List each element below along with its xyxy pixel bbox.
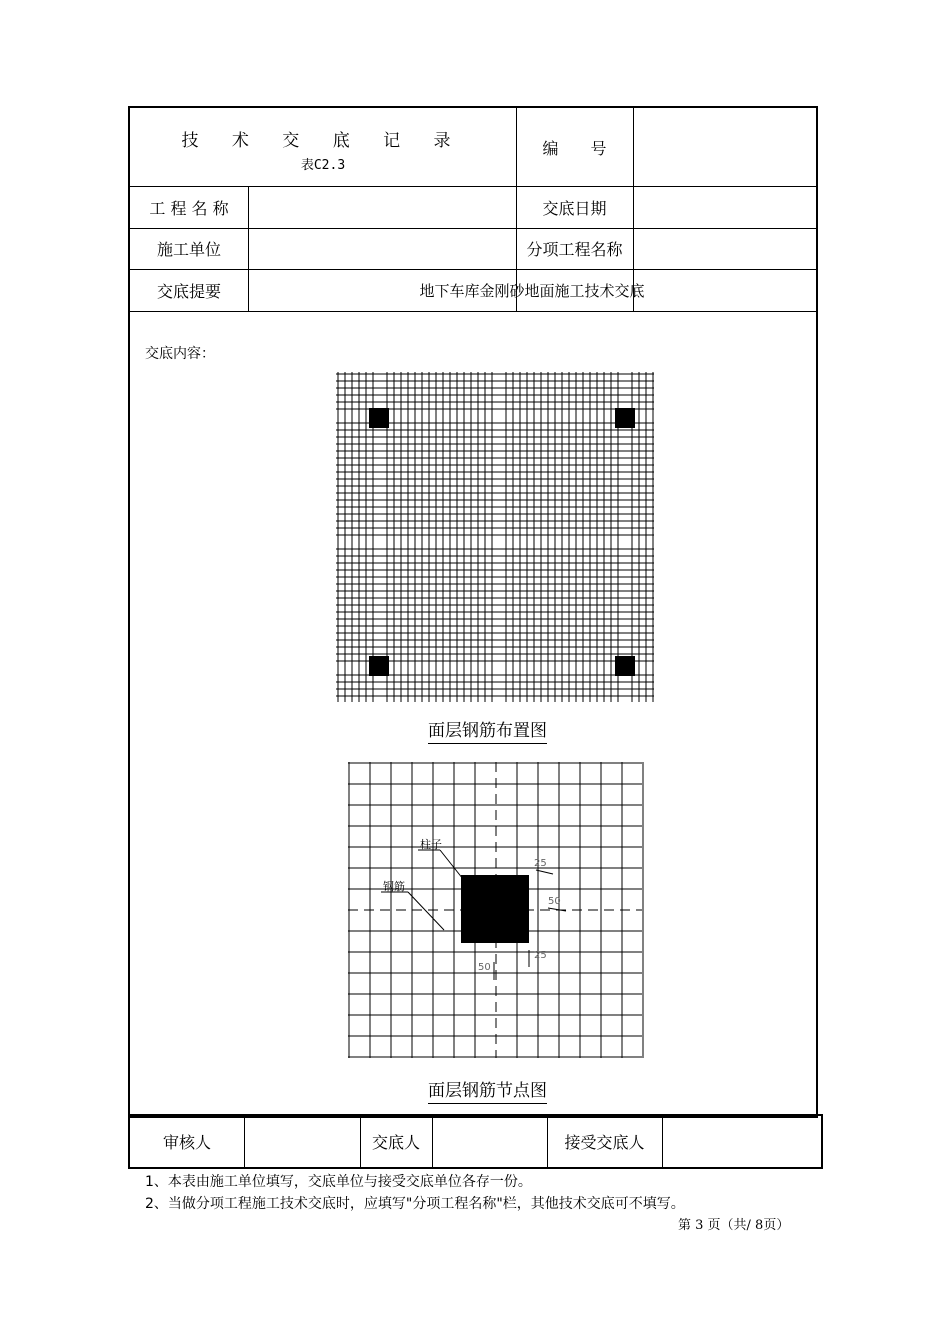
reviewer-label: 审核人 [162,1133,211,1152]
date-label: 交底日期 [542,198,607,218]
contractor-field[interactable] [248,228,516,269]
dim-bottom-label: 50 [478,962,491,973]
summary-label: 交底提要 [156,281,221,301]
dim-bottom-right-label: 25 [534,950,547,961]
summary-value: 地下车库金刚砂地面施工技术交底 [419,281,645,300]
subitem-label: 分项工程名称 [526,240,623,259]
discloser-field[interactable] [432,1116,547,1167]
receiver-label: 接受交底人 [564,1133,645,1152]
note-2: 2、当做分项工程施工技术交底时，应填写"分项工程名称"栏，其他技术交底可不填写。 [145,1196,685,1212]
number-field[interactable] [633,108,816,186]
rebar-joint-figure [348,762,644,1060]
content-label: 交底内容： [145,346,215,362]
reviewer-field[interactable] [244,1116,360,1167]
project-name-field[interactable] [248,186,516,228]
rebar-layout-figure [336,372,654,702]
number-label: 编 号 [542,138,607,158]
column-label: 柱子 [420,838,442,851]
column-block [369,656,389,676]
column-block [615,408,635,428]
contractor-label: 施工单位 [156,240,221,259]
page-number: 第 3 页（共/ 8页） [678,1218,790,1233]
dim-top-label: 25 [534,858,547,869]
signoff-table [128,1114,823,1169]
subitem-field[interactable] [633,228,816,269]
discloser-label: 交底人 [371,1133,420,1152]
column-block [615,656,635,676]
column-block [369,408,389,428]
date-field[interactable] [633,186,816,228]
rebar-label: 钢筋 [383,880,405,893]
form-code: 表C2.3 [300,158,346,173]
dim-right-label: 50 [548,896,561,907]
note-1: 1、本表由施工单位填写，交底单位与接受交底单位各存一份。 [145,1174,532,1190]
figure1-caption: 面层钢筋布置图 [428,716,547,744]
receiver-field[interactable] [662,1116,821,1167]
column-block [461,875,529,943]
figure2-caption: 面层钢筋节点图 [428,1076,547,1104]
project-name-label: 工 程 名 称 [149,198,229,218]
form-title: 技 术 交 底 记 录 [181,131,465,151]
